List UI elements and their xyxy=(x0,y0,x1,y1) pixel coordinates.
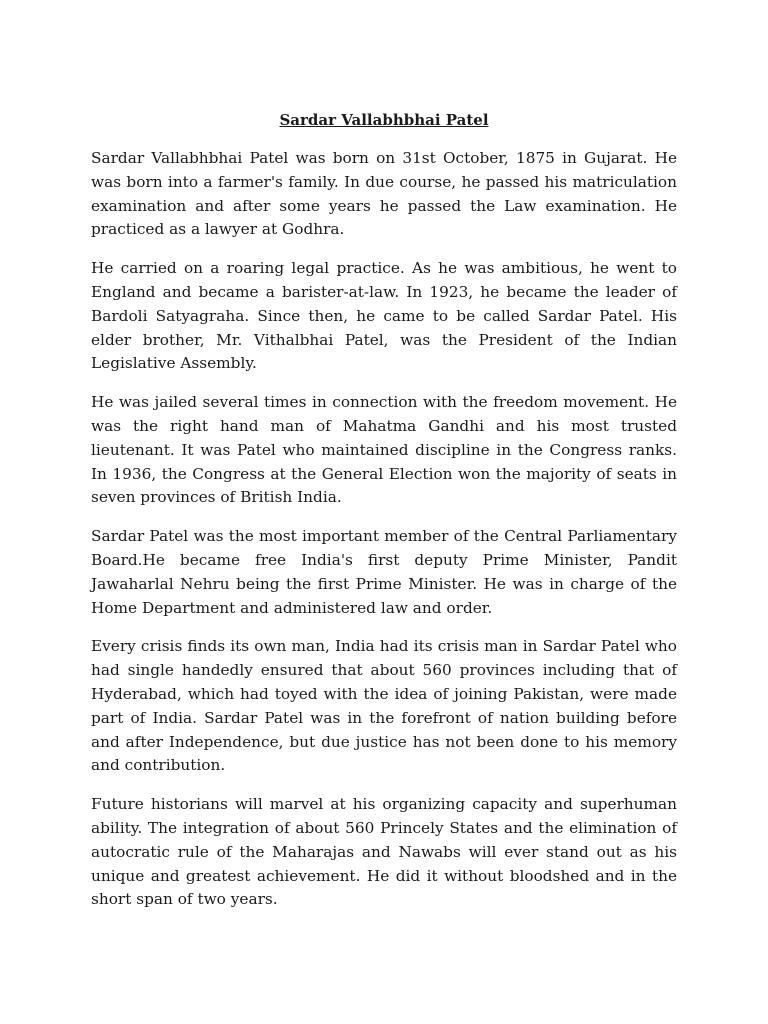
document-title: Sardar Vallabhbhai Patel xyxy=(279,111,489,129)
paragraph-2: He carried on a roaring legal practice. As he was ambitious, he went to England and became a barister-at-law. In 1923, he became the leader of Bardoli Satyagraha. Since then, he came to be called Sardar Patel. His elder brother, Mr. Vithalbhai Patel, was the President of the Indian Legislative Assembly. xyxy=(91,259,677,373)
paragraph-3: He was jailed several times in connection with the freedom movement. He was the right hand man of Mahatma Gandhi and his most trusted lieutenant. It was Patel who maintained discipline in the Congress ranks. In 1936, the Congress at the General Election won the majority of seats in seven provinces of British India. xyxy=(91,393,677,507)
paragraph-1: Sardar Vallabhbhai Patel was born on 31st October, 1875 in Gujarat. He was born into a farmer's family. In due course, he passed his matriculation examination and after some years he passed the Law examination. He practiced as a lawyer at Godhra. xyxy=(91,149,677,239)
paragraph-5: Every crisis finds its own man, India had its crisis man in Sardar Patel who had single handedly ensured that about 560 provinces including that of Hyderabad, which had toyed with the idea of joining Pakistan, were made part of India. Sardar Patel was in the forefront of nation building before and after Independence, but due justice has not been done to his memory and contribution. xyxy=(91,637,677,775)
paragraph-4: Sardar Patel was the most important member of the Central Parliamentary Board.He became free India's first deputy Prime Minister, Pandit Jawaharlal Nehru being the first Prime Minister. He was in charge of the Home Department and administered law and order. xyxy=(91,527,677,617)
document-body xyxy=(91,147,677,927)
paragraph-6: Future historians will marvel at his organizing capacity and superhuman ability. The integration of about 560 Princely States and the elimination of autocratic rule of the Maharajas and Nawabs will ever stand out as his unique and greatest achievement. He did it without bloodshed and in the short span of two years. xyxy=(91,795,677,909)
